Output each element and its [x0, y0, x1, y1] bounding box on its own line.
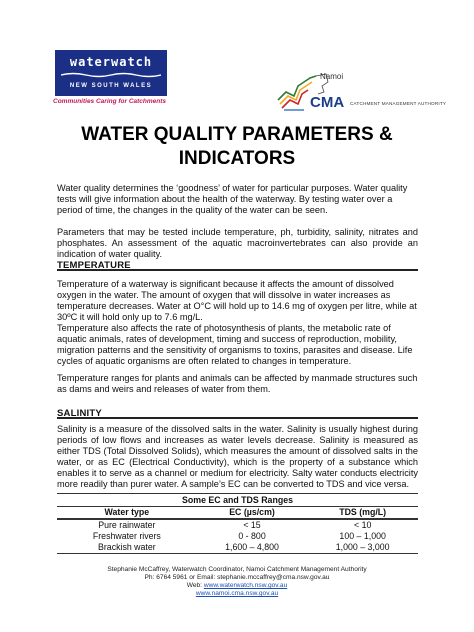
page-title-line-1: WATER QUALITY PARAMETERS &	[81, 124, 393, 145]
page-title	[60, 123, 414, 171]
footer-web-2	[60, 590, 414, 598]
footer-contact: Ph: 6764 5961 or Email: stephanie.mccaffrey@cma.nsw.gov.au	[144, 574, 330, 581]
cma-full-name: CATCHMENT MANAGEMENT AUTHORITY	[350, 101, 447, 106]
intro-paragraph-2: Parameters that may be tested include temperature, ph, turbidity, salinity, nitrates and phosphates. An assessment of the aquatic macroinvertebrates can also provide an indication of water quality.	[57, 227, 418, 259]
waterwatch-tagline: Communities Caring for Catchments	[53, 98, 167, 105]
table-cell: 100 – 1,000	[339, 531, 386, 541]
footer-author: Stephanie McCaffrey, Waterwatch Coordinator, Namoi Catchment Management Authority	[107, 566, 367, 573]
waterwatch-logo-box	[55, 50, 167, 96]
table-header-row	[57, 507, 418, 520]
table-cell: < 15	[243, 520, 261, 530]
footer-web	[60, 582, 414, 590]
temperature-heading-text: TEMPERATURE	[57, 260, 131, 271]
table-cell: 1,600 – 4,800	[197, 542, 308, 554]
table-row	[57, 531, 418, 542]
table-cell: 1,000 – 3,000	[307, 542, 418, 554]
waterwatch-website-link[interactable]: www.waterwatch.nsw.gov.au	[203, 582, 288, 589]
temperature-paragraph-3: Temperature ranges for plants and animals can be affected by manmade structures such as dams and weirs and releases of water from them.	[57, 373, 418, 394]
table-cell: 0 - 800	[238, 531, 266, 541]
table-cell: Freshwater rivers	[92, 531, 161, 541]
namoi-cma-logo	[274, 72, 447, 114]
intro-paragraph-1: Water quality determines the ‘goodness’ of water for particular purposes. Water quality tests will give information about the health of the waterway. By testing water over a period of time, the changes in the quality of the water can be seen.	[57, 183, 408, 215]
ec-tds-table	[57, 493, 418, 554]
salinity-paragraph: Salinity is a measure of the dissolved salts in the water. Salinity is usually highest during periods of low flows and increases as water levels decrease. Salinity is measured as either TDS (Total Dissolved Solids), which measures the amount of dissolved salts in the water, or as EC (Electrical Conductivity), which is the property of a substance which enables it to serve as a channel or medium for electricity. Salty water conducts electricity more readily than purer water. A sample’s EC can be converted to TDS and vice versa.	[57, 424, 418, 489]
table-caption-row	[57, 494, 418, 507]
catchment-map-icon	[274, 72, 424, 114]
cma-mark: CMA	[310, 94, 345, 111]
cma-region-label: Namoi	[320, 72, 344, 81]
column-header-water-type: Water type	[57, 507, 197, 520]
table-cell: Pure rainwater	[98, 520, 156, 530]
table-row	[57, 542, 418, 554]
waterwatch-logo	[53, 50, 177, 105]
temperature-paragraph-2: Temperature also affects the rate of photosynthesis of plants, the metabolic rate of aquatic animals, rates of development, timing and success of reproduction, mobility, migration patterns and the sensitivity of organisms to toxins, parasites and disease. Life cycles of aquatic organisms are often related to changes in temperature.	[57, 323, 413, 366]
temperature-paragraph-1: Temperature of a waterway is significant because it affects the amount of dissolved oxygen in the water. The amount of oxygen that will dissolve in water increases as temperature decreases. Water at O°C will hold up to 14.6 mg of oxygen per litre, while at 30ºC it will hold only up to 7.6 mg/L.	[57, 279, 417, 322]
table-row	[57, 519, 418, 531]
wave-icon	[61, 72, 161, 78]
footer-web-label: Web:	[186, 582, 204, 589]
page-title-line-2: INDICATORS	[178, 148, 296, 169]
table-caption: Some EC and TDS Ranges	[57, 494, 418, 507]
table-cell: < 10	[353, 520, 372, 530]
table-cell: Brackish water	[57, 542, 197, 554]
waterwatch-logo-subtitle: NEW SOUTH WALES	[69, 83, 153, 89]
column-header-tds: TDS (mg/L)	[307, 507, 418, 520]
namoi-cma-website-link[interactable]: www.namoi.cma.nsw.gov.au	[195, 590, 279, 597]
salinity-section-heading	[57, 403, 418, 419]
salinity-heading-text: SALINITY	[57, 408, 102, 419]
column-header-ec: EC (µs/cm)	[197, 507, 308, 520]
temperature-section-heading	[57, 255, 418, 271]
waterwatch-logo-title: waterwatch	[69, 55, 153, 69]
footer	[60, 566, 414, 598]
